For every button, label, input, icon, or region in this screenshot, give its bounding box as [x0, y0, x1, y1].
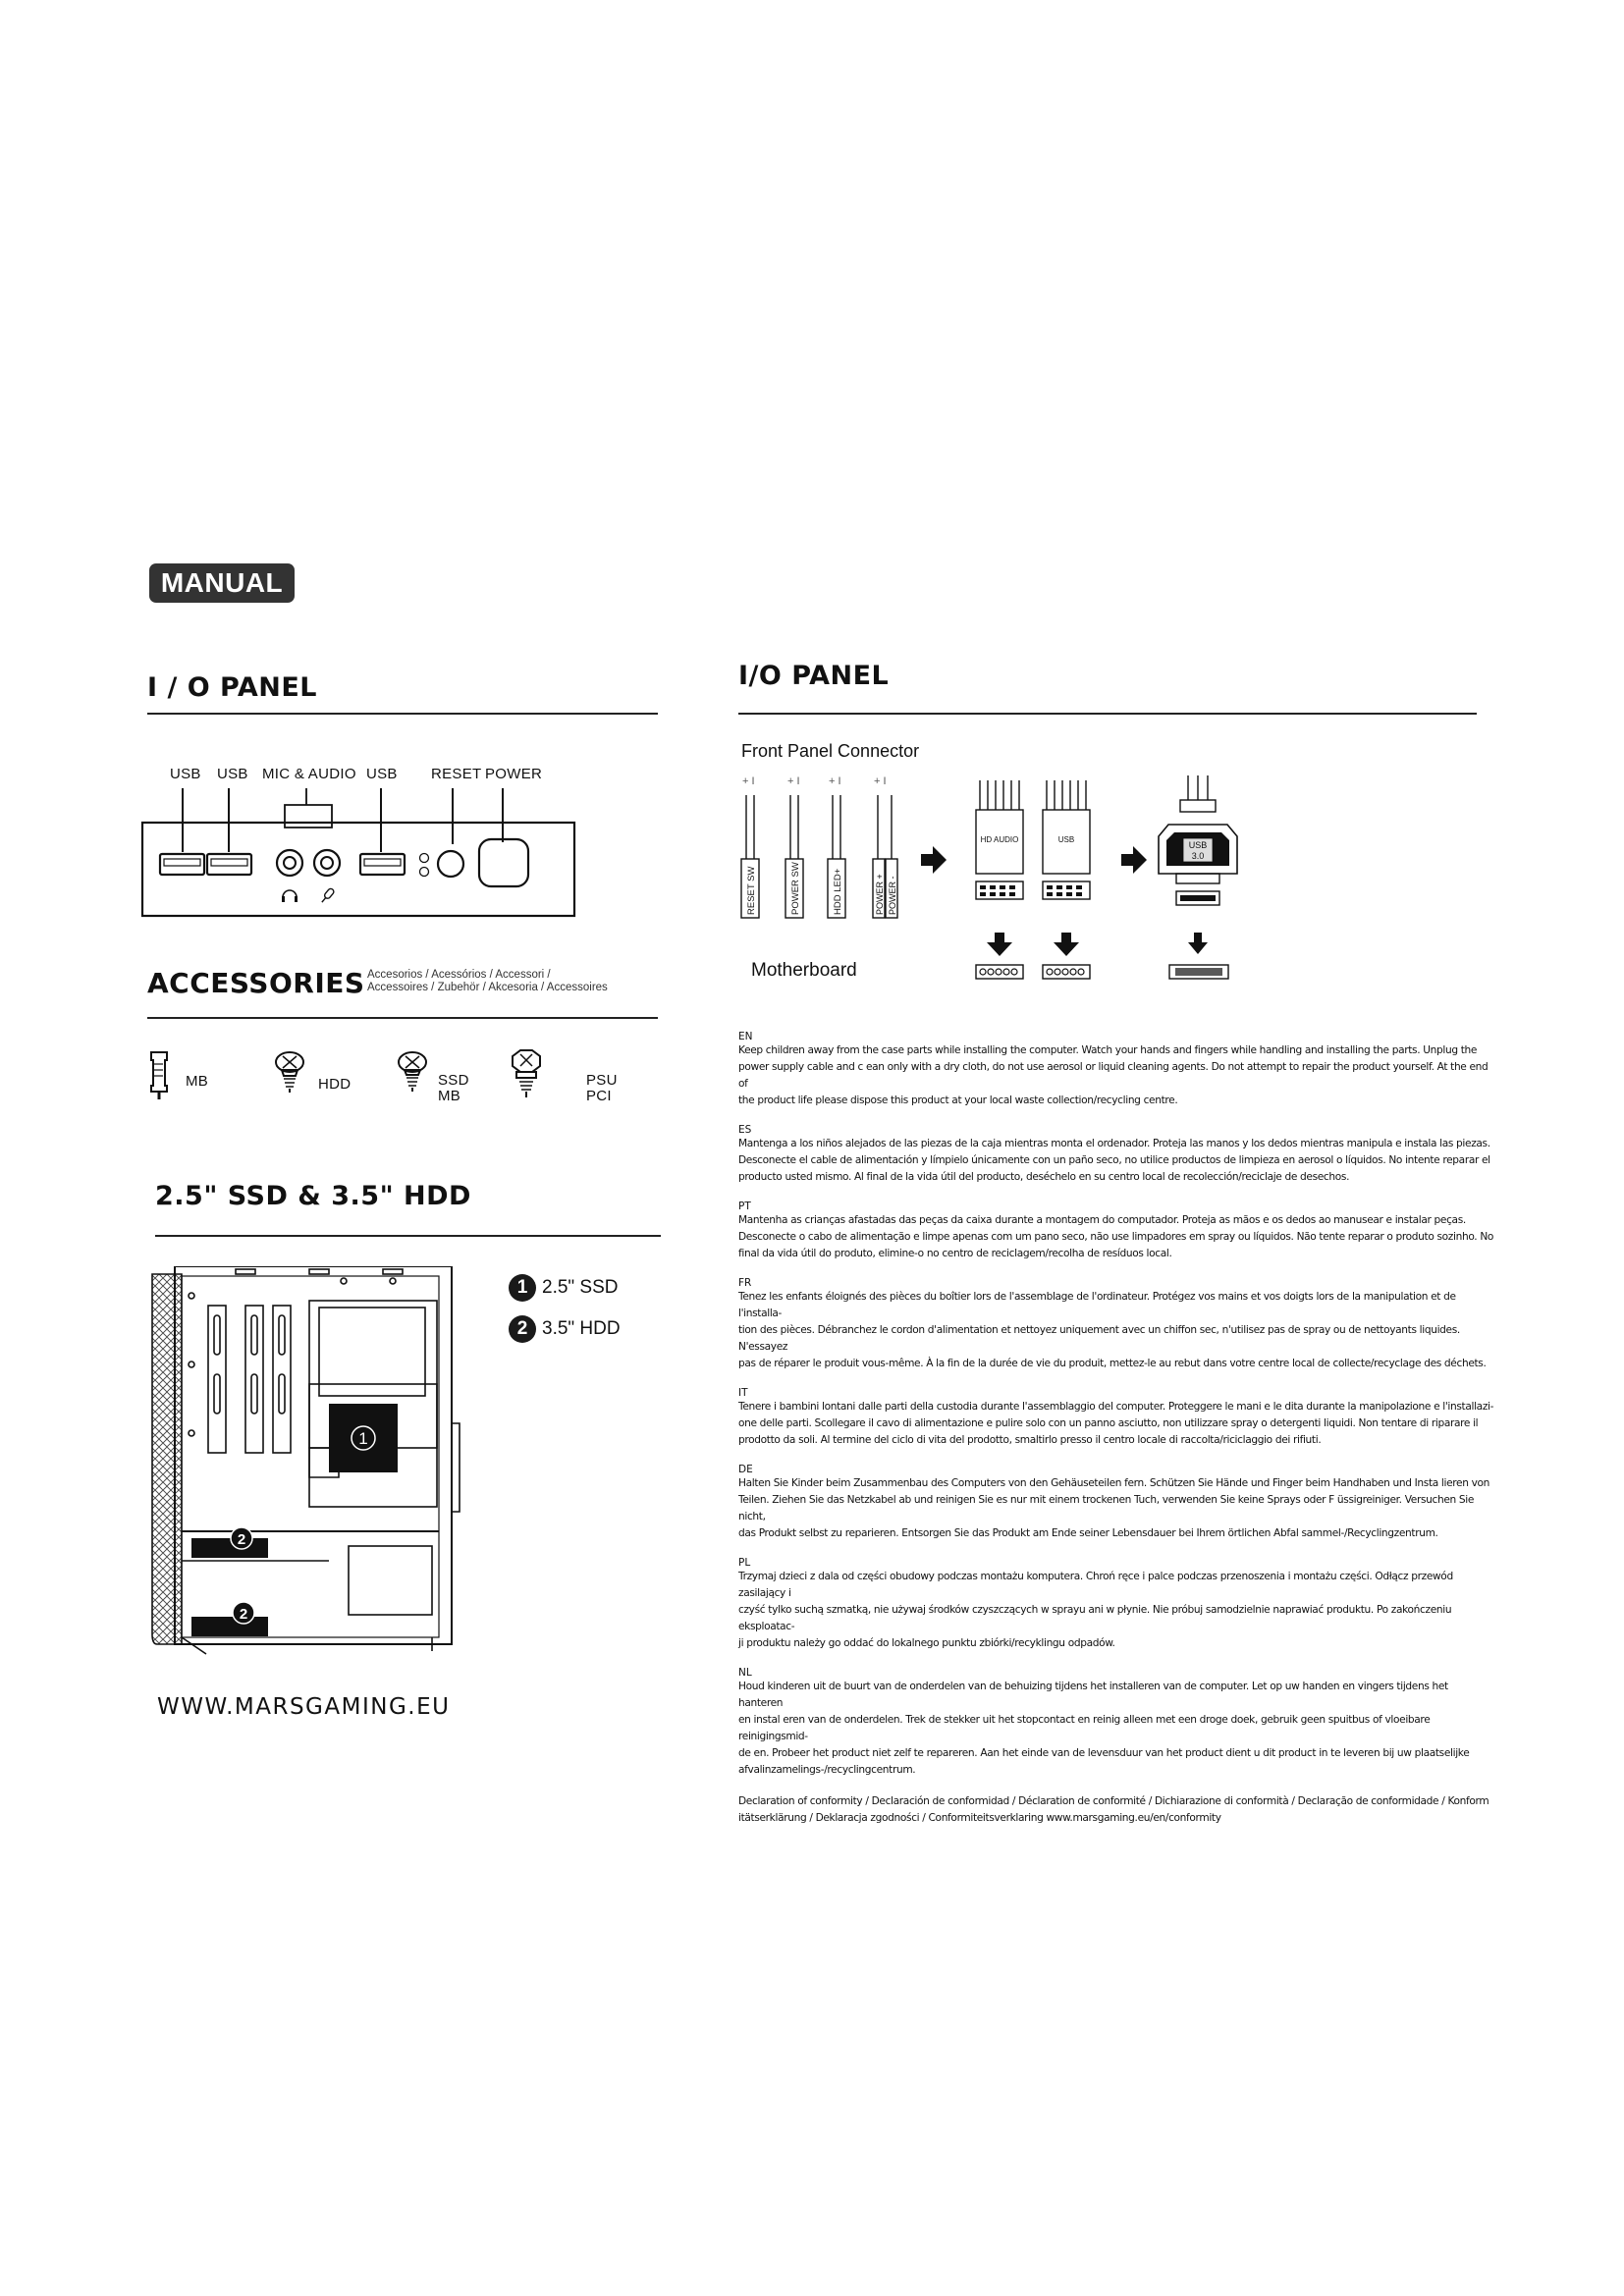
io-label-mic-audio: MIC & AUDIO	[262, 766, 356, 782]
section-de	[738, 1464, 1494, 1542]
case-mark-ssd: 1	[358, 1429, 368, 1448]
hdd-location-2	[191, 1617, 268, 1636]
lang-pt: PT	[738, 1201, 751, 1212]
right-io-panel-title: I/O PANEL	[738, 661, 890, 691]
io-label-power: POWER	[485, 766, 543, 782]
accessories-subtitle-1: Accesorios / Acessórios / Accessori /	[367, 969, 551, 981]
ssd-hdd-title: 2.5" SSD & 3.5" HDD	[155, 1181, 471, 1211]
usb3-label-bottom: 3.0	[1191, 851, 1205, 861]
reset-button	[438, 851, 463, 877]
ssd-hdd-divider	[155, 1235, 661, 1237]
hdd-screw-icon	[276, 1052, 303, 1093]
conformity	[738, 1793, 1494, 1827]
hdd-location-1	[191, 1538, 268, 1558]
para-fr-1: Tenez les enfants éloignés des pièces du boîtier lors de l'assemblage de l'ordinateur. Protégez vos mains et vos doigts lors de la manipulation et de l'installa-	[738, 1291, 1456, 1319]
power-button	[479, 839, 528, 886]
para-en-2: power supply cable and c ean only with a dry cloth, do not use aerosol or liquid cleaning agents. Do not attempt to repair the product yourself. At the end of	[738, 1061, 1489, 1090]
legend-text-ssd: 2.5" SSD	[542, 1277, 619, 1298]
para-de-3: das Produkt selbst zu reparieren. Entsorgen Sie das Produkt am Ende seiner Lebensdauer bei Ihrem örtlichen Abfal sammel-/Recyclingzentrum.	[738, 1527, 1438, 1539]
arrow-right-2	[1121, 846, 1147, 874]
para-pl-2: czyść tylko suchą szmatką, nie używaj środków czyszczących w sprayu ani w płynie. Nie próbuj samodzielnie naprawiać produktu. Po zakończeniu eksploatac-	[738, 1604, 1452, 1632]
arrow-right-1	[921, 846, 947, 874]
io-label-usb-2: USB	[217, 766, 248, 782]
mb-audio-header	[976, 965, 1023, 979]
usb-header-label: USB	[1057, 835, 1075, 844]
case-diagram	[147, 1266, 481, 1659]
lang-pl: PL	[738, 1557, 751, 1569]
legend-hdd	[509, 1315, 621, 1343]
para-pl-3: ji produktu należy go oddać do lokalnego punktu zbiórki/recyklingu odpadów.	[738, 1637, 1115, 1649]
para-es-1: Mantenga a los niños alejados de las piezas de la caja mientras monta el ordenador. Proteja las manos y los dedos mientras manipula e instala las piezas.	[738, 1138, 1490, 1149]
wire-label-power-sw: POWER SW	[790, 862, 801, 915]
lang-it: IT	[738, 1387, 748, 1399]
para-de-1: Halten Sie Kinder beim Zusammenbau des Computers von den Gehäuseteilen fern. Schützen Sie Hände und Finger beim Handhaben und Insta lieren von	[738, 1477, 1490, 1489]
usb-port-3	[360, 854, 405, 875]
case-mark-hdd-2: 2	[239, 1606, 248, 1623]
mb-cutout	[319, 1308, 425, 1396]
case-body	[175, 1266, 452, 1644]
para-en-3: the product life please dispose this product at your local waste collection/recycling centre.	[738, 1095, 1178, 1106]
conformity-line-1: Declaration of conformity / Declaración de conformidad / Déclaration de conformité / Dichiarazione di conformità / Declaração de conformidade / Konform	[738, 1795, 1489, 1807]
para-pt-1: Mantenha as crianças afastadas das peças da caixa durante a montagem do computador. Proteja as mãos e os dedos ao manusear e instalar peças.	[738, 1214, 1466, 1226]
conformity-line-2: itätserklärung / Deklaracja zgodności / Conformiteitsverklaring www.marsgaming.eu/en/conformity	[738, 1812, 1221, 1824]
para-es-2: Desconecte el cable de alimentación y límpielo únicamente con un paño seco, no utilice productos de limpieza en aerosol o líquidos. No intente reparar el	[738, 1154, 1490, 1166]
acc-label-mb: MB	[186, 1073, 209, 1090]
hd-audio-label: HD AUDIO	[980, 835, 1019, 844]
para-it-3: prodotto da soli. Al termine del ciclo di vita del prodotto, smaltirlo presso il centro locale di raccolta/riciclaggio dei rifiuti.	[738, 1434, 1322, 1446]
para-en-1: Keep children away from the case parts while installing the computer. Watch your hands and fingers while handling and installing the parts. Unplug the	[738, 1044, 1478, 1056]
arrow-down-audio	[987, 933, 1012, 956]
para-it-1: Tenere i bambini lontani dalle parti della custodia durante l'assemblaggio del computer. Proteggere le mani e le dita durante la manipolazione e l'installazi-	[738, 1401, 1494, 1413]
microphone-icon	[320, 887, 336, 904]
lang-de: DE	[738, 1464, 753, 1475]
usb-port-2	[207, 854, 251, 875]
ssd-screw-icon	[399, 1052, 426, 1092]
accessories-subtitle-2: Accessoires / Zubehör / Akcesoria / Accessoires	[367, 982, 608, 993]
accessories-title: ACCESSORIES	[147, 967, 365, 999]
para-nl-3: de en. Probeer het product niet zelf te repareren. Aan het einde van de levensduur van het product dient u dit product in te leveren bij uw plaatselijke	[738, 1747, 1470, 1759]
io-panel-title: I / O PANEL	[147, 672, 318, 703]
para-pt-2: Desconecte o cabo de alimentação e limpe apenas com um pano seco, não use limpadores em spray ou líquidos. Não tente reparar o produto sozinho. No	[738, 1231, 1494, 1243]
arrow-down-usb3	[1188, 933, 1208, 954]
lang-nl: NL	[738, 1667, 752, 1679]
wire-label-power-plus: POWER +	[875, 874, 885, 915]
acc-label-pci: PCI	[586, 1088, 612, 1104]
polarity-4: + I	[874, 775, 887, 787]
para-nl-1: Houd kinderen uit de buurt van de onderdelen van de behuizing tijdens het installeren van de computer. Let op uw handen en vingers tijdens het hanteren	[738, 1681, 1448, 1709]
lang-fr: FR	[738, 1277, 752, 1289]
usb3-label-top: USB	[1188, 840, 1208, 850]
section-pl	[738, 1557, 1494, 1652]
io-label-usb-3: USB	[366, 766, 398, 782]
para-es-3: producto usted mismo. Al final de la vida útil del producto, deséchelo en su centro local de recolección/reciclaje de desechos.	[738, 1171, 1350, 1183]
acc-label-ssd-mb: MB	[438, 1088, 461, 1104]
front-panel-connector-title: Front Panel Connector	[741, 741, 920, 761]
legend-number-1: 1	[509, 1274, 536, 1302]
legend-text-hdd: 3.5" HDD	[542, 1318, 621, 1339]
para-nl-2: en instal eren van de onderdelen. Trek de stekker uit het stopcontact en reinig alleen met een droge doek, gebruik geen spuitbus of vloeibare reinigingsmid-	[738, 1714, 1431, 1742]
section-pt	[738, 1201, 1494, 1262]
manual-badge: MANUAL	[149, 563, 295, 603]
acc-label-hdd: HDD	[318, 1076, 352, 1093]
io-panel-divider	[147, 713, 658, 715]
legend-number-2: 2	[509, 1315, 536, 1343]
wire-label-reset-sw: RESET SW	[746, 866, 757, 915]
website-url: WWW.MARSGAMING.EU	[157, 1694, 451, 1720]
para-it-2: one delle parti. Scollegare il cavo di alimentazione e pulire solo con un panno asciutto, non utilizzare spray o detergenti liquidi. Non tentare di riparare il	[738, 1417, 1479, 1429]
headphone-icon	[283, 890, 297, 897]
motherboard-label: Motherboard	[751, 960, 857, 981]
section-fr	[738, 1277, 1494, 1372]
para-pl-1: Trzymaj dzieci z dala od części obudowy podczas montażu komputera. Chroń ręce i palce podczas przenoszenia i montażu części. Odłącz przewód zasilający i	[738, 1571, 1453, 1599]
lang-en: EN	[738, 1031, 753, 1042]
psu-area	[349, 1546, 432, 1615]
polarity-3: + I	[829, 775, 841, 787]
io-label-usb-1: USB	[170, 766, 201, 782]
front-mesh	[152, 1274, 182, 1644]
para-de-2: Teilen. Ziehen Sie das Netzkabel ab und reinigen Sie es nur mit einem trockenen Tuch, verwenden Sie keine Sprays oder F üssigreiniger. Versuchen Sie nicht,	[738, 1494, 1475, 1522]
para-pt-3: final da vida útil do produto, elimine-o no centro de reciclagem/recolha de resíduos local.	[738, 1248, 1172, 1259]
accessories-icons	[147, 1048, 638, 1112]
section-it	[738, 1387, 1494, 1449]
io-label-reset: RESET	[431, 766, 482, 782]
polarity-1: + I	[742, 775, 755, 787]
io-panel-diagram	[137, 785, 579, 923]
front-panel-diagram	[736, 775, 1247, 991]
acc-label-psu: PSU	[586, 1072, 618, 1089]
polarity-2: + I	[787, 775, 800, 787]
psu-screw-icon	[513, 1050, 540, 1097]
safety-text	[738, 1031, 1494, 1827]
standoff-icon	[151, 1052, 167, 1099]
para-nl-4: afvalinzamelings-/recyclingcentrum.	[738, 1764, 916, 1776]
wire-label-power-minus: POWER -	[888, 876, 897, 915]
case-mark-hdd-1: 2	[237, 1531, 246, 1548]
accessories-divider	[147, 1017, 658, 1019]
right-io-divider	[738, 713, 1477, 715]
led-2	[420, 868, 429, 877]
legend-ssd	[509, 1274, 619, 1302]
acc-label-ssd: SSD	[438, 1072, 469, 1089]
mb-usb-header	[1043, 965, 1090, 979]
arrow-down-usb	[1054, 933, 1079, 956]
led-1	[420, 854, 429, 863]
mic-jack	[314, 850, 340, 876]
usb-port-1	[160, 854, 204, 875]
wire-label-hdd-led: HDD LED+	[833, 868, 843, 915]
para-fr-2: tion des pièces. Débranchez le cordon d'alimentation et nettoyez uniquement avec un chiffon sec, n'utilisez pas de spray ou de nettoyants liquides. N'essayez	[738, 1324, 1460, 1353]
section-nl	[738, 1667, 1494, 1779]
headphone-jack	[277, 850, 302, 876]
lang-es: ES	[738, 1124, 752, 1136]
section-en	[738, 1031, 1494, 1109]
section-es	[738, 1124, 1494, 1186]
para-fr-3: pas de réparer le produit vous-même. À la fin de la durée de vie du produit, mettez-le au rebut dans votre centre local de collecte/recyclage des déchets.	[738, 1358, 1487, 1369]
